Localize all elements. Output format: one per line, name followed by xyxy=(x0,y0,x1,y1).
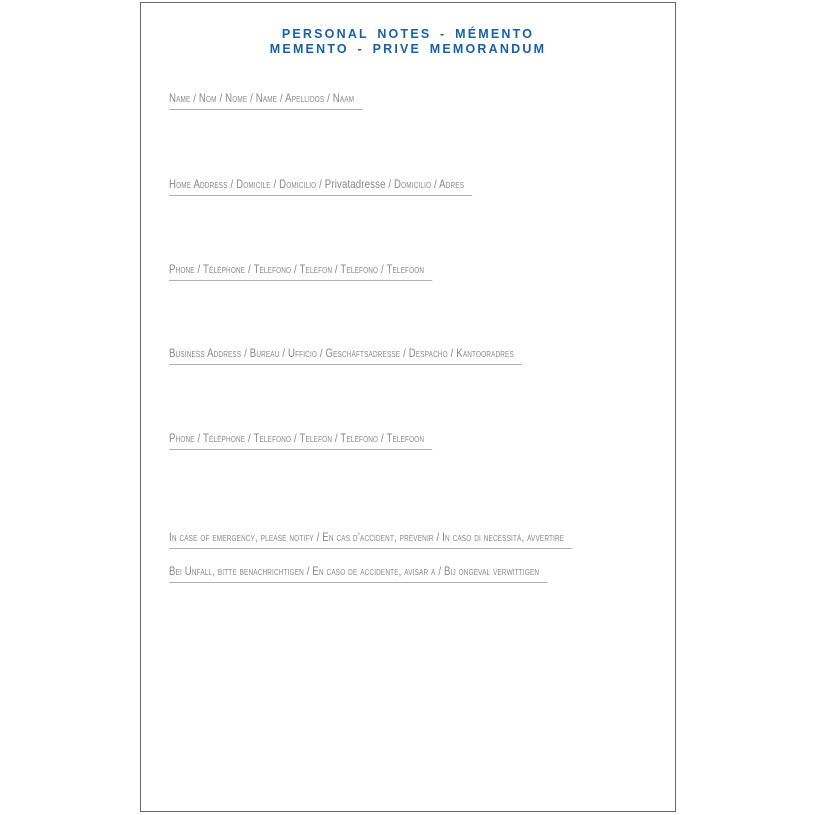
home-phone-field-label: Phone / Téléphone / Telefono / Telefon / Teléfono / Telefoon xyxy=(169,262,425,276)
business-phone-field-label: Phone / Téléphone / Telefono / Telefon / Teléfono / Telefoon xyxy=(169,431,425,445)
name-field-label: Name / Nom / Nome / Name / Apellidos / Naam xyxy=(169,91,355,105)
emergency-notify-writing-line-2 xyxy=(169,564,547,583)
page-title-line1: PERSONAL NOTES - MÉMENTO xyxy=(281,27,535,41)
page-title-line2: MEMENTO - PRIVE MEMORANDUM xyxy=(269,42,547,56)
business-phone-writing-line xyxy=(169,431,432,450)
emergency-notify-field-label-2: Bei Unfall, bitte benachrichtigen / En caso de accidente, avisar a / Bij ongeval verwittigen xyxy=(169,564,540,578)
home-address-label-german: Privatadresse xyxy=(324,177,386,191)
field-name xyxy=(169,89,411,110)
home-phone-writing-line xyxy=(169,262,432,281)
emergency-notify-field-label: In case of emergency, please notify / En cas d’accident, prévenir / In caso di necessità, avvertire xyxy=(169,530,565,544)
memo-page-frame xyxy=(140,2,676,812)
business-address-field-label: Business Address / Bureau / Ufficio / Geschäftsadresse / Despacho / Kantooradres xyxy=(169,346,514,360)
home-address-label-part1: Home Address / Domicile / Domicilio / xyxy=(169,177,325,191)
field-emergency-notify xyxy=(169,528,673,549)
field-home-address xyxy=(169,175,548,196)
field-business-address xyxy=(169,344,610,365)
field-business-phone xyxy=(169,429,498,450)
home-address-label-part2: / Domicilio / Adres xyxy=(385,177,465,191)
home-address-writing-line xyxy=(169,177,472,196)
page-title xyxy=(141,27,675,57)
field-emergency-notify-2 xyxy=(169,562,642,583)
field-home-phone xyxy=(169,260,498,281)
business-address-writing-line xyxy=(169,346,522,365)
emergency-notify-writing-line xyxy=(169,530,572,549)
name-writing-line xyxy=(169,91,362,110)
